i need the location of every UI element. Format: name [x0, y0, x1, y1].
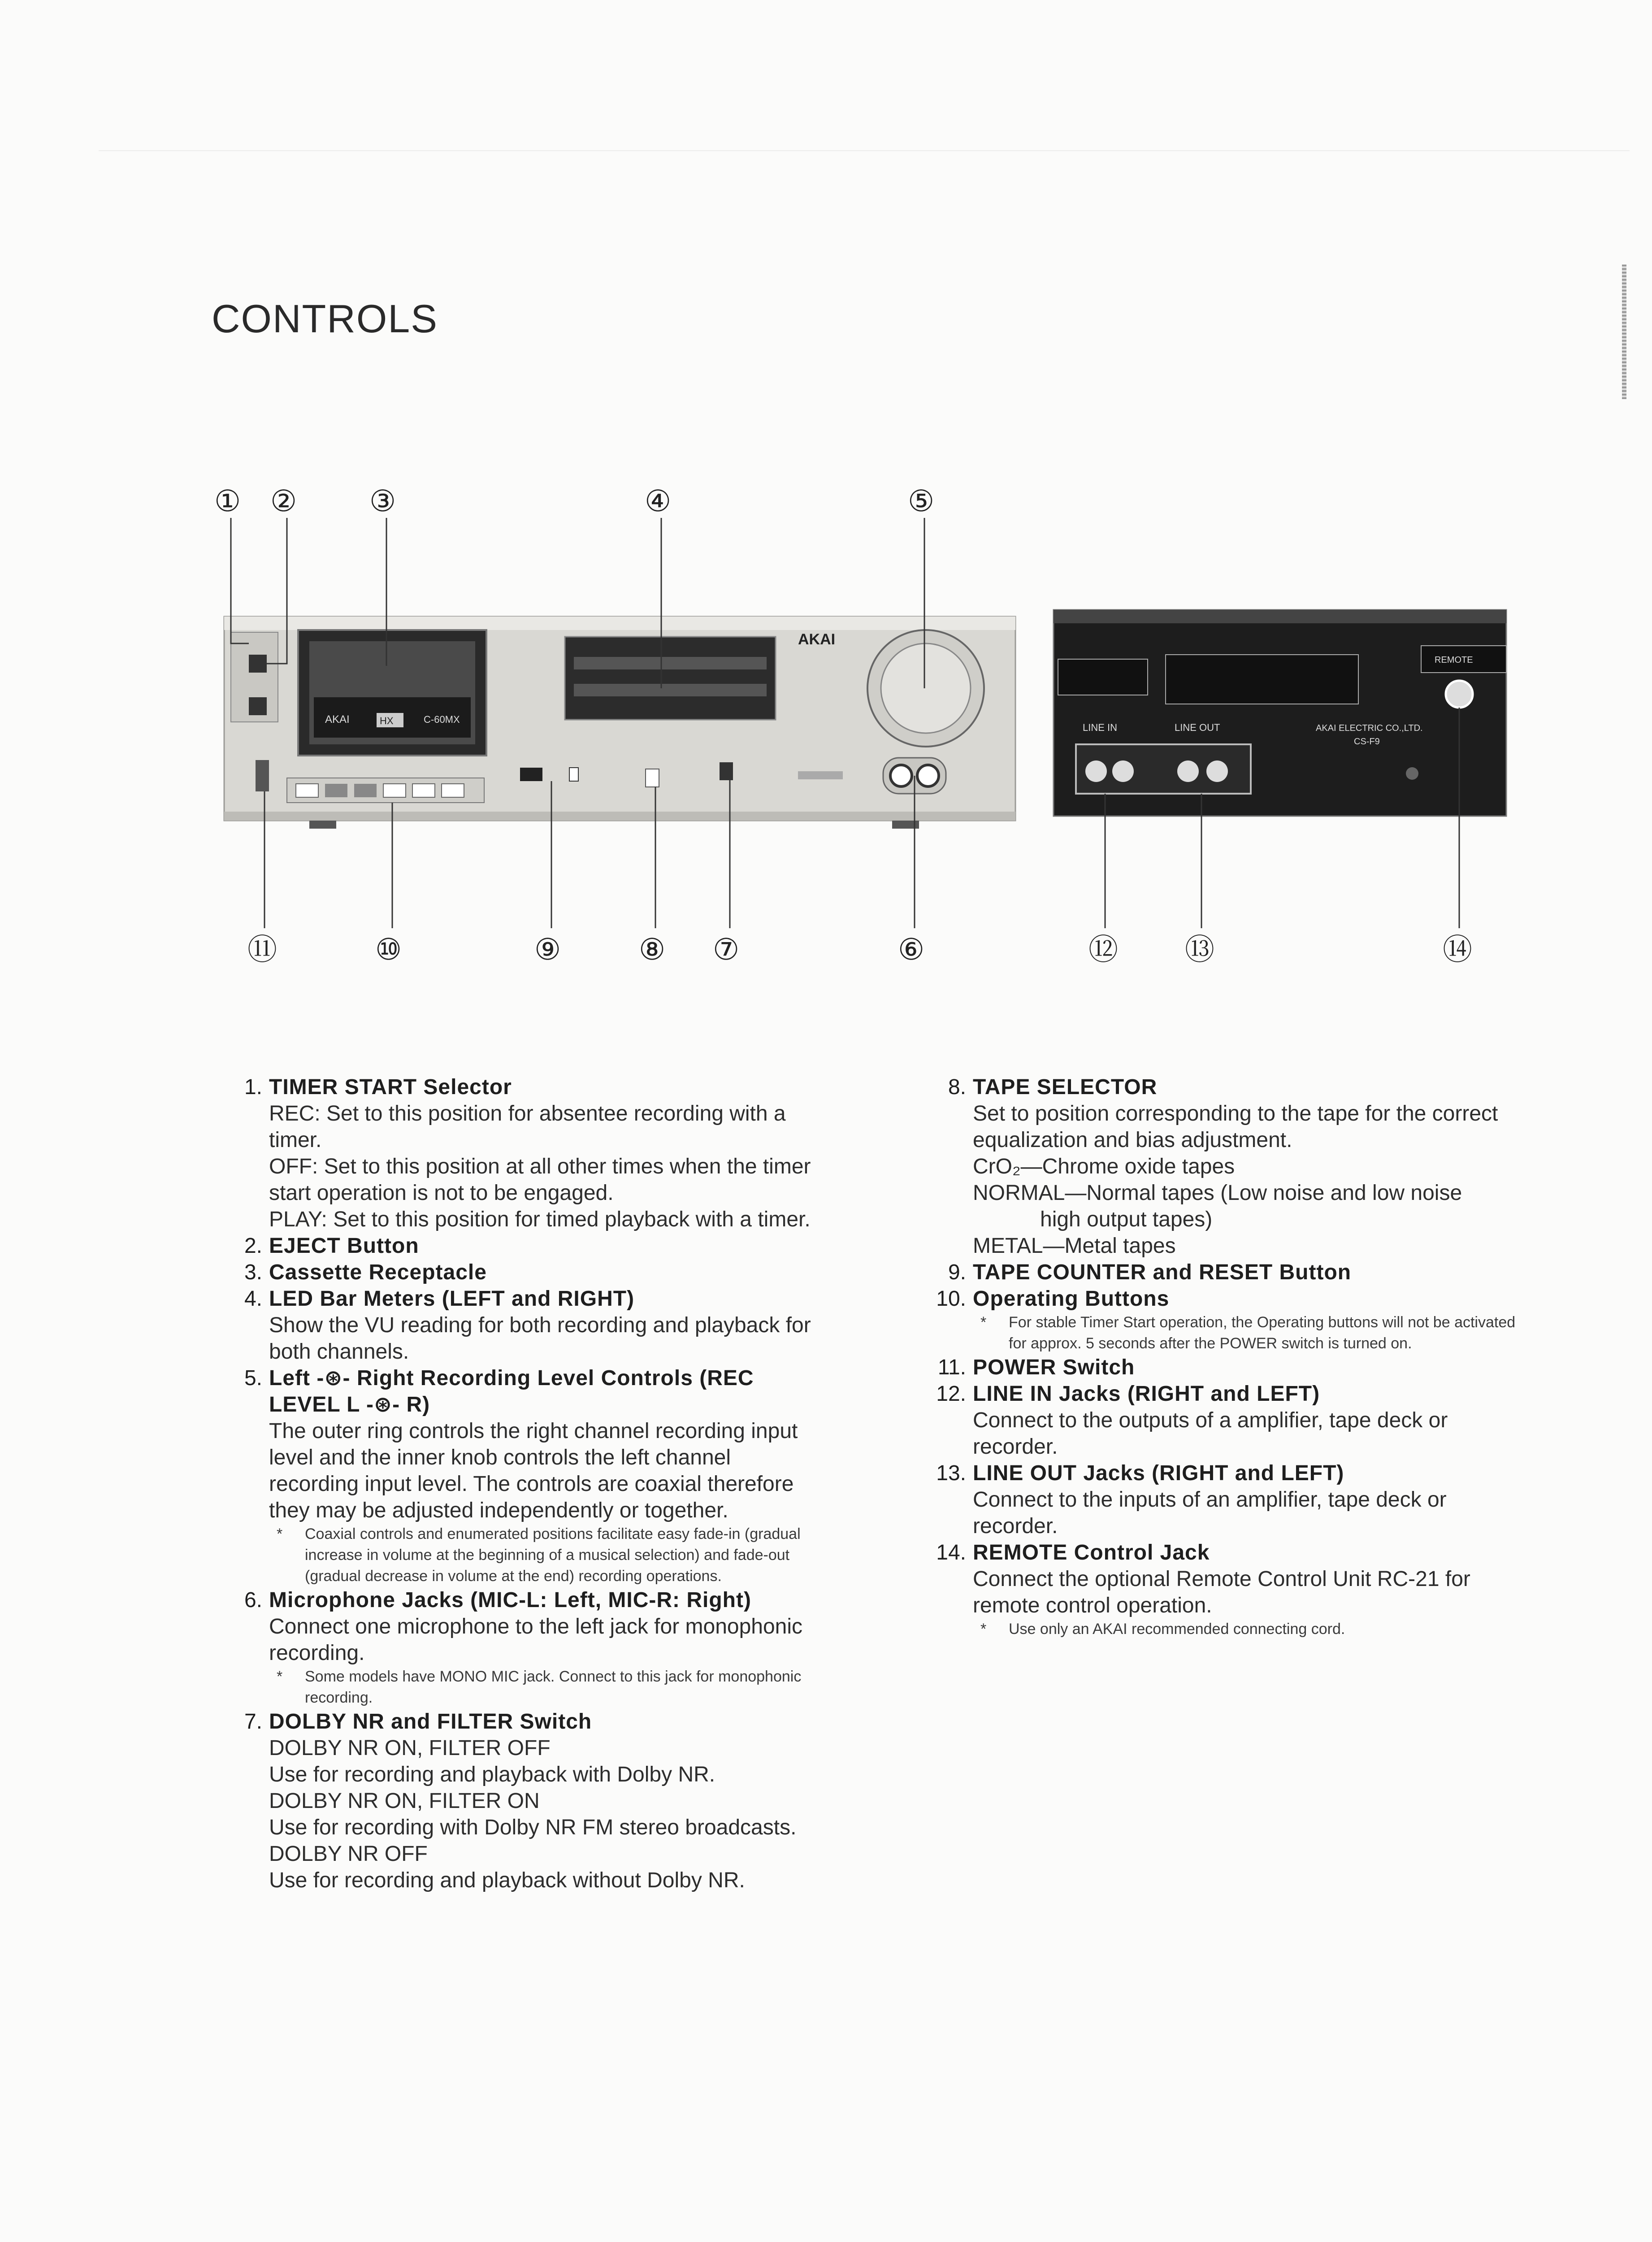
callout-1: ① [214, 484, 241, 517]
item-tape-counter: 9. TAPE COUNTER and RESET Button [948, 1260, 1352, 1284]
item-cassette-receptacle: 3. Cassette Receptacle [244, 1260, 487, 1284]
item-remote-jack: 14. REMOTE Control Jack Connect the optional Remote Control Unit RC-21 for remote control operation. [936, 1541, 1470, 1617]
item-power-switch: 11. POWER Switch [937, 1356, 1135, 1379]
rear-panel [1054, 610, 1506, 816]
scan-margin-mark [1622, 265, 1626, 399]
note-timer-start: * For stable Timer Start operation, the Operating buttons will not be activated for approx. 5 seconds after the POWER switch is turned on. [980, 1314, 1516, 1352]
item-line-in: 12. LINE IN Jacks (RIGHT and LEFT) Connect to the outputs of a amplifier, tape deck or recorder. [936, 1382, 1448, 1459]
item-mic-jacks: 6. Microphone Jacks (MIC-L: Left, MIC-R: Right) Connect one microphone to the left jack for monophonic recording. [244, 1588, 803, 1665]
callout-14: ⑭ [1443, 933, 1472, 966]
callout-8: ⑧ [639, 933, 666, 966]
rear-maker-label: AKAI ELECTRIC CO.,LTD. [1316, 723, 1423, 733]
callout-12: ⑫ [1088, 933, 1118, 966]
right-column [915, 1074, 1522, 1640]
scan-edge-line [99, 150, 1630, 151]
callout-5: ⑤ [908, 484, 935, 517]
rear-model-label: CS-F9 [1354, 737, 1380, 747]
callout-6: ⑥ [898, 933, 925, 966]
item-tape-selector: 8. TAPE SELECTOR Set to position corresponding to the tape for the correct equalization and bias adjustment. CrO₂—Chrome oxide tapes NORMAL—Normal tapes (Low noise and low noise high output tapes) METAL—Metal tapes [948, 1075, 1498, 1258]
front-brand: AKAI [798, 631, 836, 648]
item-operating-buttons: 10. Operating Buttons [936, 1287, 1170, 1311]
item-led-bar-meters: 4. LED Bar Meters (LEFT and RIGHT) Show the VU reading for both recording and playback for both channels. [244, 1287, 811, 1364]
item-timer-start: 1. TIMER START Selector REC: Set to this position for absentee recording with a timer. OFF: Set to this position at all other times when the timer start operation is not to be engaged. PLAY: Set to this position for timed playback with a timer. [244, 1075, 811, 1231]
rec-level-knob [867, 630, 984, 747]
callout-13: ⑬ [1185, 933, 1214, 966]
item-rec-level-controls: 5. Left -⊛- Right Recording Level Controls (REC LEVEL L -⊛- R) The outer ring controls the right channel recording input level and the inner knob controls the left channel recording input level. The controls are coaxial therefore they may be adjusted independently or together. [244, 1366, 798, 1522]
rear-line-in-label: LINE IN [1083, 722, 1118, 733]
note-akai-cord: * Use only an AKAI recommended connecting cord. [980, 1621, 1345, 1638]
note-mono-mic: * Some models have MONO MIC jack. Connect to this jack for monophonic recording. [277, 1668, 802, 1706]
rear-line-out-label: LINE OUT [1175, 722, 1220, 733]
item-dolby-filter: 7. DOLBY NR and FILTER Switch DOLBY NR ON, FILTER OFF Use for recording and playback with Dolby NR. DOLBY NR ON, FILTER ON Use for recording with Dolby NR FM stereo broadcasts. DOLBY NR OFF Use for recording and playback without Dolby NR. [244, 1710, 797, 1892]
cassette-model: C-60MX [424, 714, 460, 725]
page-title: CONTROLS [212, 296, 438, 341]
left-column [211, 1074, 818, 1894]
callout-2: ② [270, 484, 297, 517]
operating-buttons [287, 778, 484, 803]
cassette-type: HX [380, 715, 394, 726]
callout-9: ⑨ [534, 933, 561, 966]
cassette-receptacle [298, 630, 486, 756]
rear-remote-label: REMOTE [1435, 655, 1473, 665]
controls-figure [0, 448, 1652, 1009]
callout-4: ④ [645, 484, 672, 517]
item-line-out: 13. LINE OUT Jacks (RIGHT and LEFT) Connect to the inputs of an amplifier, tape deck or recorder. [936, 1461, 1447, 1538]
note-coaxial: * Coaxial controls and enumerated positions facilitate easy fade-in (gradual increase in volume at the beginning of a musical selection) and fade-out (gradual decrease in volume at the end) recording operations. [277, 1525, 801, 1585]
callout-10: ⑩ [375, 933, 402, 966]
cassette-brand: AKAI [325, 713, 350, 726]
front-panel [224, 617, 1015, 829]
callout-11: ⑪ [247, 933, 277, 966]
callout-3: ③ [369, 484, 396, 517]
item-eject: 2. EJECT Button [244, 1234, 419, 1258]
callout-7: ⑦ [713, 933, 740, 966]
